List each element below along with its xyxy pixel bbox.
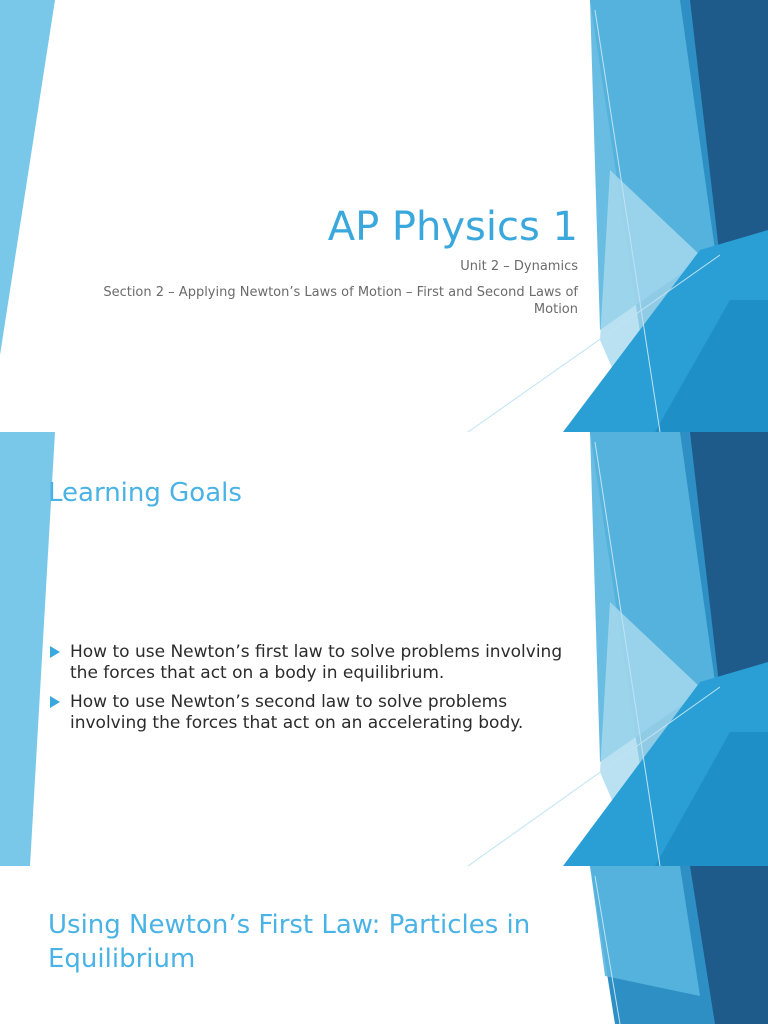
list-item <box>48 692 578 734</box>
bullet-arrow-icon <box>50 696 60 708</box>
bullet-list <box>48 642 578 742</box>
slide-learning-goals <box>0 432 768 866</box>
bullet-text: How to use Newton’s first law to solve problems involving the forces that act on a body in equilibrium. <box>70 642 563 683</box>
subtitle-section: Section 2 – Applying Newton’s Laws of Motion – First and Second Laws of Motion <box>103 285 578 317</box>
slide-heading: Using Newton’s First Law: Particles in Equilibrium <box>48 910 531 974</box>
slide-title <box>0 0 768 432</box>
bullet-text: How to use Newton’s second law to solve problems involving the forces that act on an accelerating body. <box>70 692 524 733</box>
subtitle-unit: Unit 2 – Dynamics <box>460 259 578 274</box>
list-item <box>48 642 578 684</box>
bullet-arrow-icon <box>50 646 60 658</box>
slide-title-text: AP Physics 1 <box>327 204 578 250</box>
slide-first-law <box>0 866 768 1024</box>
slide-heading: Learning Goals <box>48 478 242 508</box>
